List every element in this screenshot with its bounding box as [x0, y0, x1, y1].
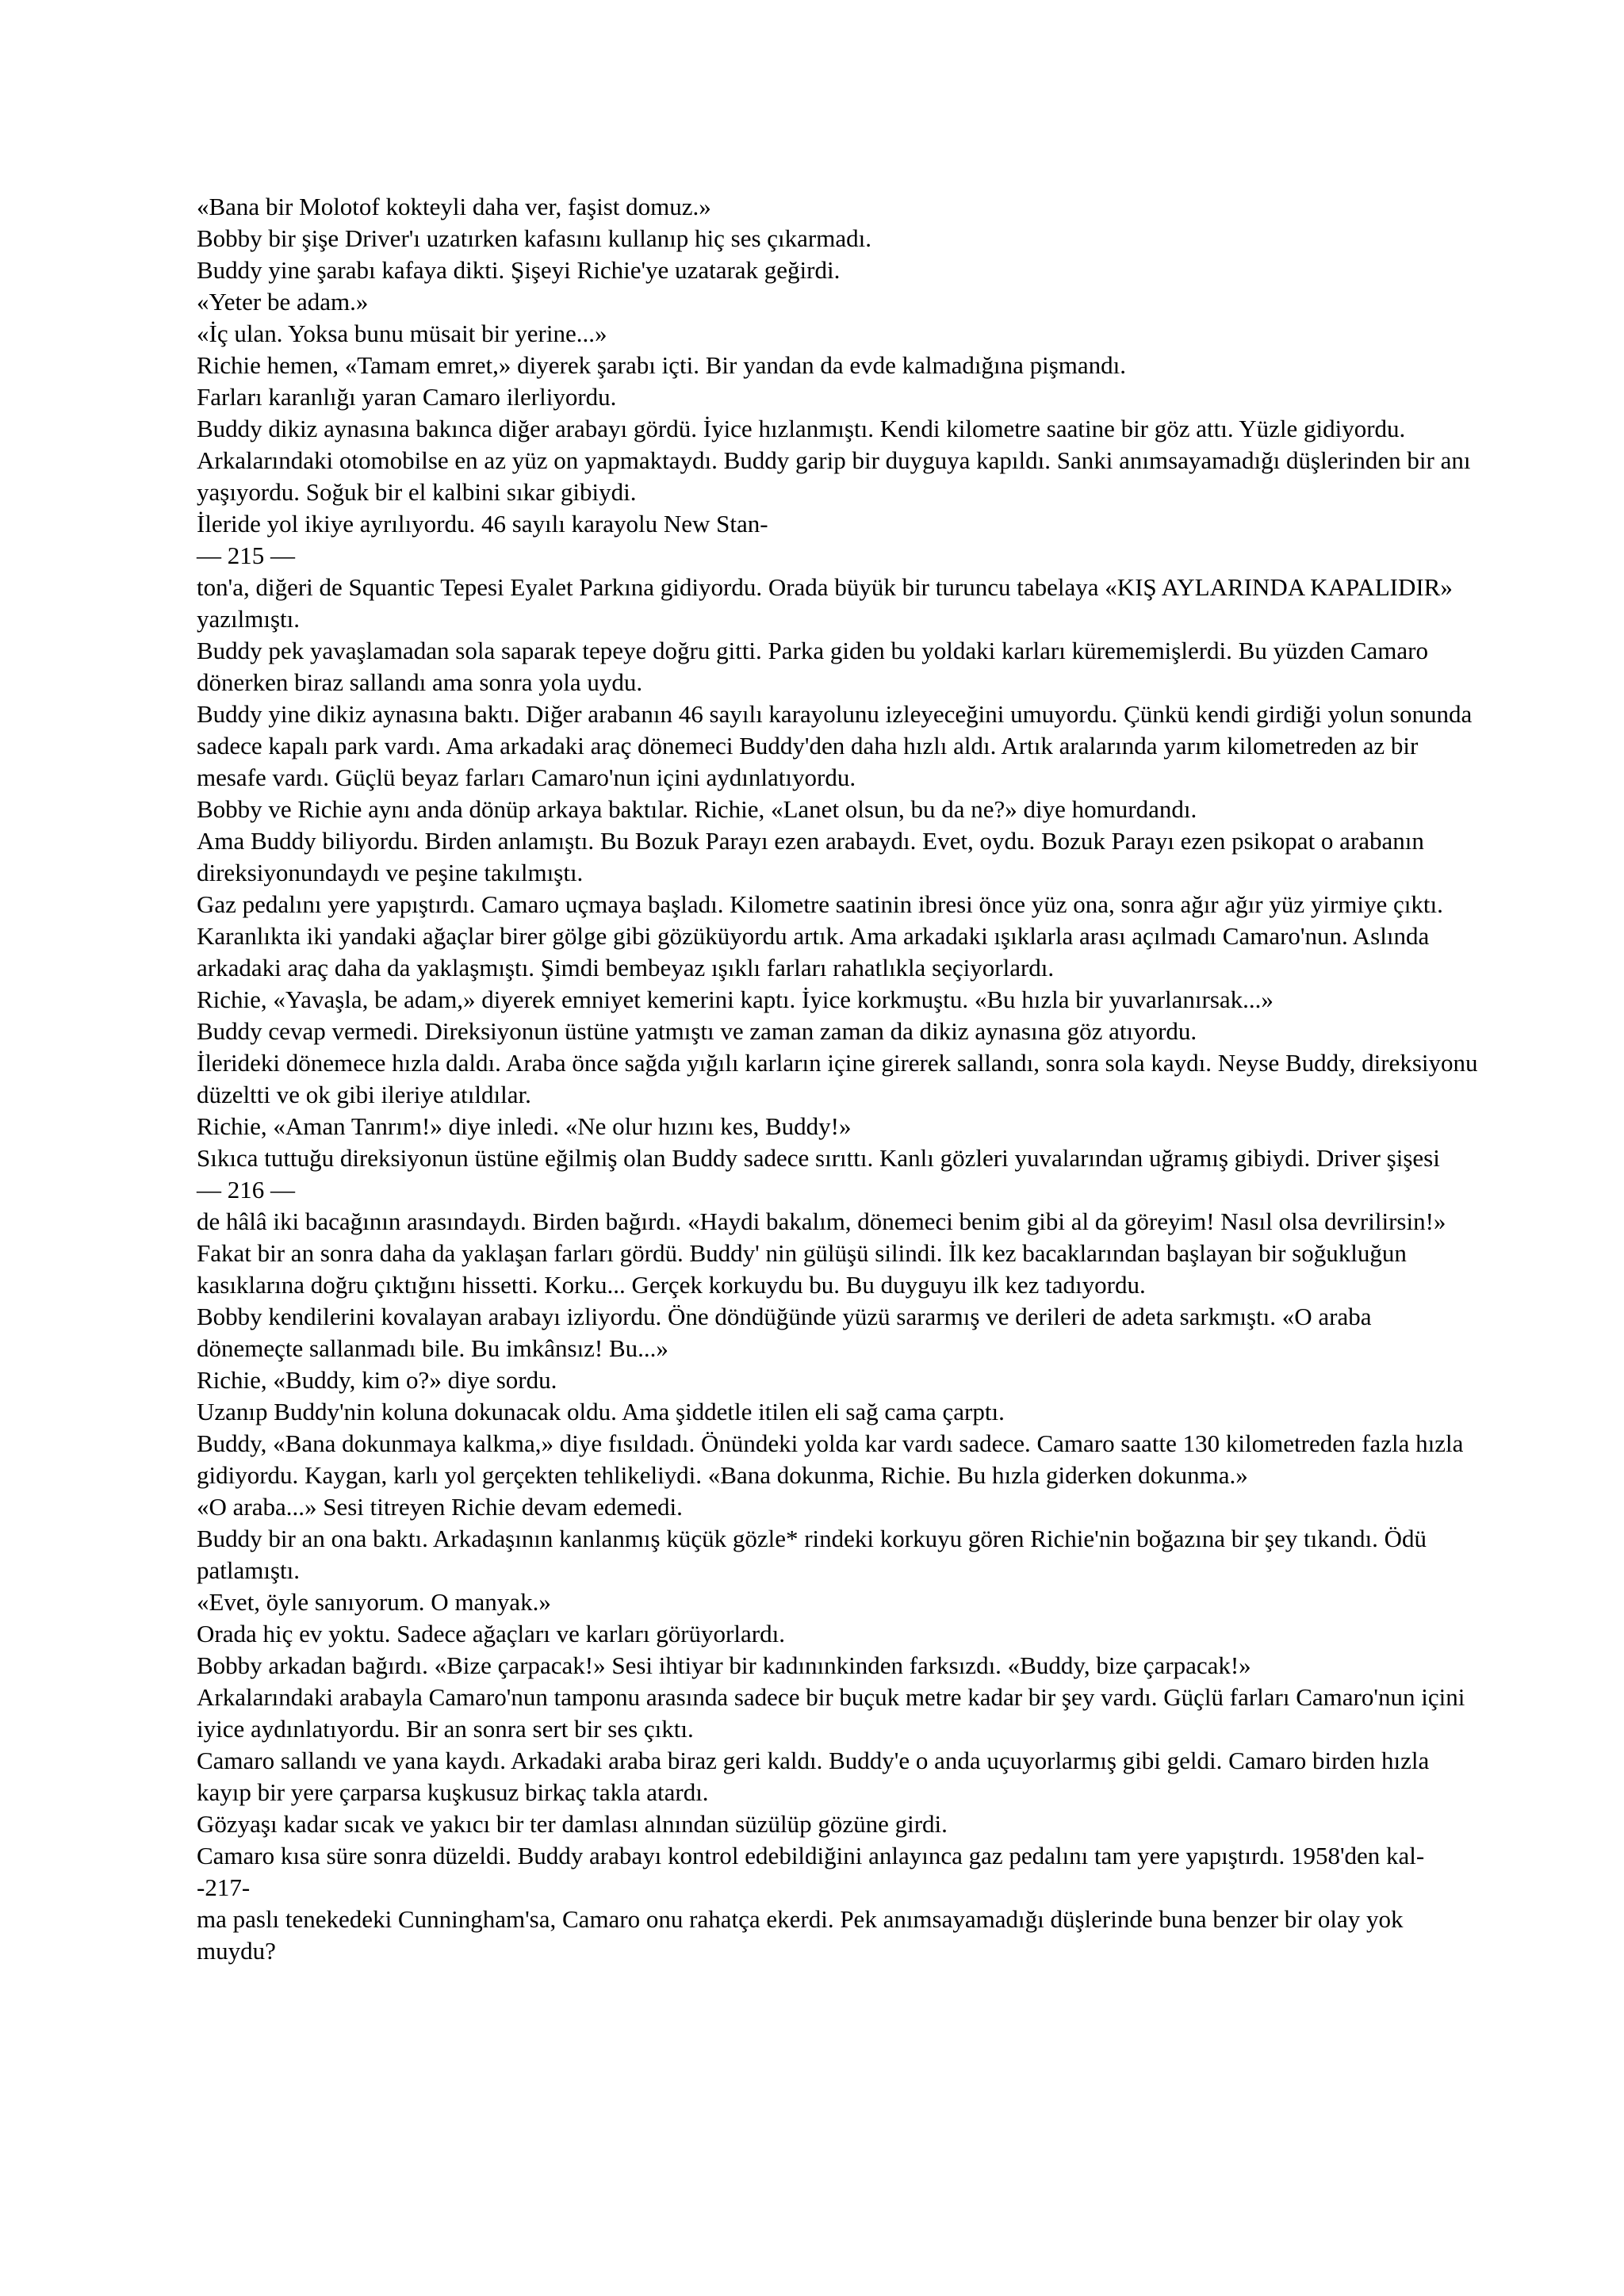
text-line: Buddy cevap vermedi. Direksiyonun üstüne yatmıştı ve zaman zaman da dikiz aynasına göz atıyordu.	[197, 1017, 1197, 1045]
page-number: — 215 —	[197, 541, 295, 569]
text-line: Ama Buddy biliyordu. Birden anlamıştı. Bu Bozuk Parayı ezen arabaydı. Evet, oydu. Bozuk Parayı ezen psikopat o arabanın direksiyonundaydı ve peşine takılmıştı.	[197, 827, 1424, 886]
text-line: Richie, «Yavaşla, be adam,» diyerek emniyet kemerini kaptı. İyice korkmuştu. «Bu hızla bir yuvarlanırsak...»	[197, 985, 1274, 1013]
text-line: Camaro kısa süre sonra düzeldi. Buddy arabayı kontrol edebildiğini anlayınca gaz pedalını tam yere yapıştırdı. 1958'den kal-	[197, 1842, 1425, 1869]
text-line: Uzanıp Buddy'nin koluna dokunacak oldu. Ama şiddetle itilen eli sağ cama çarptı.	[197, 1398, 1005, 1425]
text-line: Fakat bir an sonra daha da yaklaşan farları gördü. Buddy' nin gülüşü silindi. İlk kez bacaklarından başlayan bir soğukluğun kasıklarına doğru çıktığını hissetti. Korku... Gerçek korkuydu bu. Bu duyguyu ilk kez tadıyordu.	[197, 1239, 1407, 1299]
text-line: Bobby ve Richie aynı anda dönüp arkaya baktılar. Richie, «Lanet olsun, bu da ne?» diye homurdandı.	[197, 795, 1197, 823]
text-line: İleride yol ikiye ayrılıyordu. 46 sayılı karayolu New Stan-	[197, 510, 768, 538]
text-line: «O araba...» Sesi titreyen Richie devam edemedi.	[197, 1493, 683, 1521]
text-line: Richie, «Aman Tanrım!» diye inledi. «Ne olur hızını kes, Buddy!»	[197, 1112, 852, 1140]
text-line: Camaro sallandı ve yana kaydı. Arkadaki araba biraz geri kaldı. Buddy'e o anda uçuyorlarmış gibi geldi. Camaro birden hızla kayıp bir yere çarparsa kuşkusuz birkaç takla atardı.	[197, 1747, 1430, 1806]
text-line: «Bana bir Molotof kokteyli daha ver, faşist domuz.»	[197, 193, 711, 220]
text-line: «Evet, öyle sanıyorum. O manyak.»	[197, 1588, 551, 1616]
text-line: Richie hemen, «Tamam emret,» diyerek şarabı içti. Bir yandan da evde kalmadığına pişmandı.	[197, 351, 1127, 379]
text-line: de hâlâ iki bacağının arasındaydı. Birden bağırdı. «Haydi bakalım, dönemeci benim gibi al da göreyim! Nasıl olsa devrilirsin!»	[197, 1207, 1446, 1235]
text-line: «Yeter be adam.»	[197, 288, 369, 316]
text-line: ma paslı tenekedeki Cunningham'sa, Camaro onu rahatça ekerdi. Pek anımsayamadığı düşlerinde buna benzer bir olay yok muydu?	[197, 1905, 1404, 1965]
text-line: Buddy pek yavaşlamadan sola saparak tepeye doğru gitti. Parka giden bu yoldaki karları kürememişlerdi. Bu yüzden Camaro dönerken biraz sallandı ama sonra yola uydu.	[197, 637, 1428, 696]
text-line: Bobby arkadan bağırdı. «Bize çarpacak!» Sesi ihtiyar bir kadınınkinden farksızdı. «Buddy, bize çarpacak!»	[197, 1651, 1251, 1679]
text-line: Buddy bir an ona baktı. Arkadaşının kanlanmış küçük gözle* rindeki korkuyu gören Richie'nin boğazına bir şey tıkandı. Ödü patlamıştı.	[197, 1525, 1427, 1584]
text-line: Gaz pedalını yere yapıştırdı. Camaro uçmaya başladı. Kilometre saatinin ibresi önce yüz ona, sonra ağır ağır yüz yirmiye çıktı. Karanlıkta iki yandaki ağaçlar birer gölge gibi gözüküyordu artık. Ama arkadaki ışıklarla arası açılmadı Camaro'nun. Aslında arkadaki araç daha da yaklaşmıştı. Şimdi bembeyaz ışıklı farları rahatlıkla seçiyorlardı.	[197, 890, 1443, 982]
text-line: ton'a, diğeri de Squantic Tepesi Eyalet Parkına gidiyordu. Orada büyük bir turuncu tabelaya «KIŞ AYLARINDA KAPALIDIR» yazılmıştı.	[197, 573, 1453, 633]
document-page	[197, 191, 1481, 1967]
text-line: «İç ulan. Yoksa bunu müsait bir yerine...»	[197, 320, 607, 347]
text-line: Orada hiç ev yoktu. Sadece ağaçları ve karları görüyorlardı.	[197, 1620, 785, 1647]
text-line: Buddy yine dikiz aynasına baktı. Diğer arabanın 46 sayılı karayolunu izleyeceğini umuyordu. Çünkü kendi girdiği yolun sonunda sadece kapalı park vardı. Ama arkadaki araç dönemeci Buddy'den daha hızlı aldı. Artık aralarında yarım kilometreden az bir mesafe vardı. Güçlü beyaz farları Camaro'nun içini aydınlatıyordu.	[197, 700, 1473, 791]
text-line: Buddy yine şarabı kafaya dikti. Şişeyi Richie'ye uzatarak geğirdi.	[197, 256, 841, 284]
text-line: Bobby kendilerini kovalayan arabayı izliyordu. Öne döndüğünde yüzü sararmış ve derileri de adeta sarkmıştı. «O araba dönemeçte sallanmadı bile. Bu imkânsız! Bu...»	[197, 1303, 1372, 1362]
text-line: Buddy, «Bana dokunmaya kalkma,» diye fısıldadı. Önündeki yolda kar vardı sadece. Camaro saatte 130 kilometreden fazla hızla gidiyordu. Kaygan, karlı yol gerçekten tehlikeliydi. «Bana dokunma, Richie. Bu hızla giderken dokunma.»	[197, 1429, 1464, 1489]
text-line: Farları karanlığı yaran Camaro ilerliyordu.	[197, 383, 617, 411]
text-line: Buddy dikiz aynasına bakınca diğer arabayı gördü. İyice hızlanmıştı. Kendi kilometre saatine bir göz attı. Yüzle gidiyordu. Arkalarındaki otomobilse en az yüz on yapmaktaydı. Buddy garip bir duyguya kapıldı. Sanki anımsayamadığı düşlerinden bir anı yaşıyordu. Soğuk bir el kalbini sıkar gibiydi.	[197, 415, 1471, 506]
page-number: -217-	[197, 1873, 251, 1901]
text-line: Arkalarındaki arabayla Camaro'nun tamponu arasında sadece bir buçuk metre kadar bir şey vardı. Güçlü farları Camaro'nun içini iyice aydınlatıyordu. Bir an sonra sert bir ses çıktı.	[197, 1683, 1465, 1743]
text-line: İlerideki dönemece hızla daldı. Araba önce sağda yığılı karların içine girerek sallandı, sonra sola kaydı. Neyse Buddy, direksiyonu düzeltti ve ok gibi ileriye atıldılar.	[197, 1049, 1478, 1108]
text-line: Bobby bir şişe Driver'ı uzatırken kafasını kullanıp hiç ses çıkarmadı.	[197, 224, 871, 252]
page-number: — 216 —	[197, 1176, 295, 1203]
text-line: Richie, «Buddy, kim o?» diye sordu.	[197, 1366, 557, 1394]
text-line: Sıkıca tuttuğu direksiyonun üstüne eğilmiş olan Buddy sadece sırıttı. Kanlı gözleri yuvalarından uğramış gibiydi. Driver şişesi	[197, 1144, 1440, 1172]
text-line: Gözyaşı kadar sıcak ve yakıcı bir ter damlası alnından süzülüp gözüne girdi.	[197, 1810, 948, 1838]
